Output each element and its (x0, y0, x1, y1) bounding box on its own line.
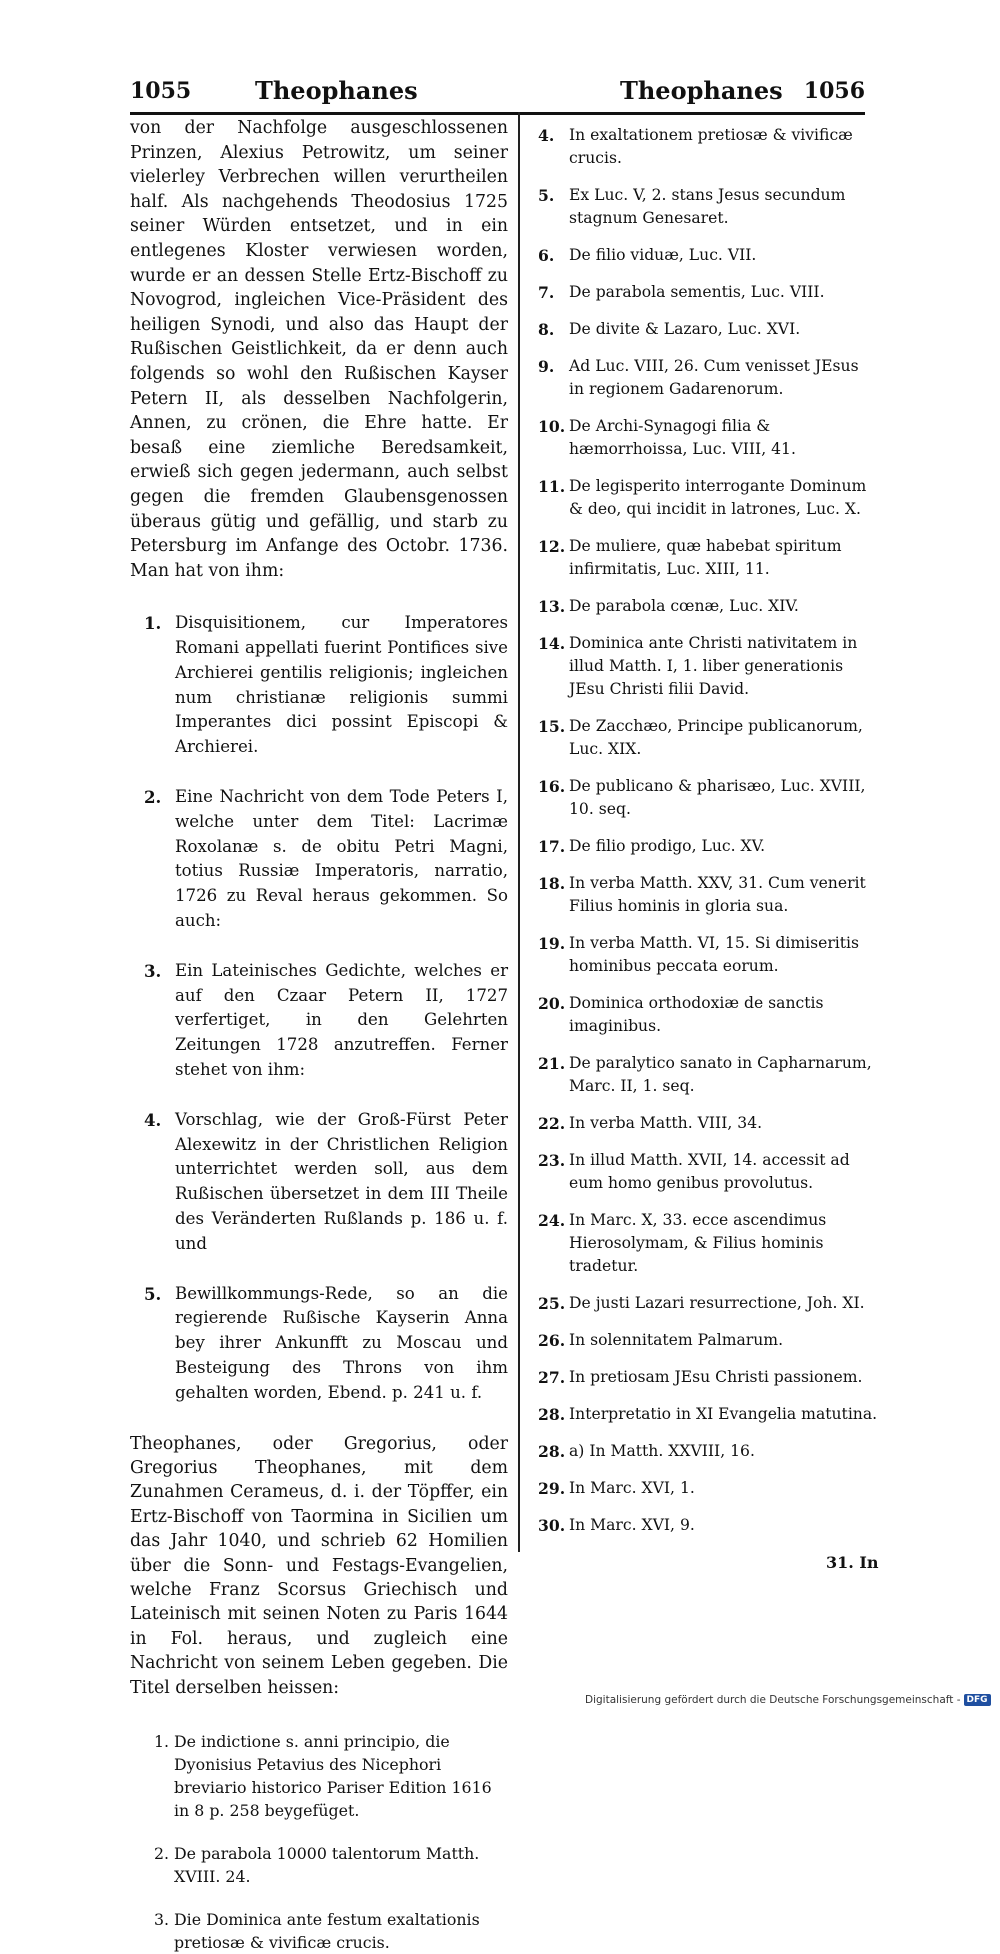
homilies-continued-list (538, 124, 878, 1537)
homily-item (538, 595, 878, 618)
homily-item (538, 244, 878, 267)
item-text: De divite & Lazaro, Luc. XVI. (569, 320, 801, 338)
homily-item (538, 475, 878, 521)
item-number: 26. (538, 1331, 566, 1350)
right-page-number: 1056 (803, 78, 865, 104)
item-number: 24. (538, 1211, 566, 1230)
homily-item (130, 1842, 508, 1888)
biography-paragraph: von der Nachfolge ausgeschlossenen Prinzen, Alexius Petrowitz, um seiner vielerley Verbrechen willen verurtheilen half. Als nachgehends Theodosius 1725 seiner Würden entsetzet, und in ein entlegenes Kloster verwiesen worden, wurde er an dessen Stelle Ertz-Bischoff zu Novogrod, ingleichen Vice-Präsident des heiligen Synodi, und also das Haupt der Rußischen Geistlichkeit, da er denn auch folgends so wohl den Rußischen Kayser Petern II, als desselben Nachfolgerin, Annen, zu crönen, die Ehre hatte. Er besaß eine ziemliche Beredsamkeit, erwieß sich gegen jedermann, auch selbst gegen die fremden Glaubensgenossen überaus gütig und gefällig, und starb zu Petersburg im Anfange des Octobr. 1736. Man hat von ihm: (130, 118, 508, 581)
homily-item (538, 124, 878, 170)
item-number: 4. (144, 1109, 162, 1130)
homily-item (538, 1329, 878, 1352)
item-number: 29. (538, 1479, 566, 1498)
homily-item (538, 992, 878, 1038)
item-number: 12. (538, 537, 566, 556)
second-entry-paragraph: Theophanes, oder Gregorius, oder Gregorius Theophanes, mit dem Zunahmen Cerameus, d. i. der Töpffer, ein Ertz-Bischoff von Taormina in Sicilien um das Jahr 1040, und schrieb 62 Homilien über die Sonn- und Festags-Evangelien, welche Franz Scorsus Griechisch und Lateinisch mit seinen Noten zu Paris 1644 in Fol. heraus, und zugleich eine Nachricht von seinem Leben gegeben. Die Titel derselben heissen: (130, 1433, 508, 1698)
item-number: 11. (538, 477, 566, 496)
homily-item (538, 415, 878, 461)
item-number: 30. (538, 1516, 566, 1535)
item-text: Dominica ante Christi nativitatem in illud Matth. I, 1. liber generationis JEsu Christi filii David. (569, 634, 858, 698)
homily-item (130, 1908, 508, 1954)
homily-item (538, 715, 878, 761)
item-text: Vorschlag, wie der Groß-Fürst Peter Alexewitz in der Christlichen Religion unterrichtet werden soll, aus dem Rußischen übersetzet in dem III Theile des Veränderten Rußlands p. 186 u. f. und (175, 1109, 508, 1253)
homily-item (538, 1477, 878, 1500)
item-text: Die Dominica ante festum exaltationis pretiosæ & vivificæ crucis. (174, 1910, 480, 1953)
works-item (130, 785, 508, 934)
item-text: In exaltationem pretiosæ & vivificæ crucis. (569, 126, 853, 167)
item-text: De paralytico sanato in Capharnarum, Marc. II, 1. seq. (569, 1054, 872, 1095)
homilies-list (130, 1730, 508, 1954)
item-number: 13. (538, 597, 566, 616)
item-number: 7. (538, 283, 555, 302)
homily-item (538, 184, 878, 230)
homily-item (538, 1292, 878, 1315)
item-text: Disquisitionem, cur Imperatores Romani appellati fuerint Pontifices sive Archierei gentilis religionis; ingleichen num christianæ religionis summi Imperantes dici possint Episcopi & Archierei. (175, 613, 508, 757)
item-number: 1. (144, 613, 162, 634)
column-divider (518, 112, 520, 1552)
item-number: 27. (538, 1368, 566, 1387)
item-text: Ein Lateinisches Gedichte, welches er auf den Czaar Petern II, 1727 verfertiget, in den Gelehrten Zeitungen 1728 anzutreffen. Ferner stehet von ihm: (175, 960, 508, 1080)
item-number: 5. (538, 186, 555, 205)
item-number: 23. (538, 1151, 566, 1170)
item-text: De Archi-Synagogi filia & hæmorrhoissa, Luc. VIII, 41. (569, 417, 796, 458)
item-text: Ex Luc. V, 2. stans Jesus secundum stagnum Genesaret. (569, 186, 846, 227)
item-text: In pretiosam JEsu Christi passionem. (569, 1368, 863, 1386)
homily-item (538, 1112, 878, 1135)
header-rule (130, 112, 865, 115)
item-text: De parabola sementis, Luc. VIII. (569, 283, 825, 301)
digitization-footer (585, 1694, 991, 1706)
item-text: De muliere, quæ habebat spiritum infirmitatis, Luc. XIII, 11. (569, 537, 842, 578)
works-item (130, 1108, 508, 1257)
item-number: 18. (538, 874, 566, 893)
item-number: 5. (144, 1283, 162, 1304)
item-text: In illud Matth. XVII, 14. accessit ad eum homo genibus provolutus. (569, 1151, 850, 1192)
item-number: 20. (538, 994, 566, 1013)
item-text: In Marc. X, 33. ecce ascendimus Hierosolymam, & Filius hominis tradetur. (569, 1211, 827, 1275)
left-running-title: Theophanes (255, 76, 418, 105)
homily-item (538, 775, 878, 821)
item-text: In verba Matth. VI, 15. Si dimiseritis hominibus peccata eorum. (569, 934, 860, 975)
homily-item (538, 835, 878, 858)
works-list (130, 611, 508, 1405)
item-text: De parabola cœnæ, Luc. XIV. (569, 597, 799, 615)
homily-item (538, 535, 878, 581)
item-number: 21. (538, 1054, 566, 1073)
item-text: In Marc. XVI, 9. (569, 1516, 695, 1534)
item-text: Bewillkommungs-Rede, so an die regierende Rußische Kayserin Anna bey ihrer Ankunfft zu Moscau und Besteigung des Throns von ihm gehalten worden, Ebend. p. 241 u. f. (175, 1283, 508, 1402)
item-number: 19. (538, 934, 566, 953)
item-text: De parabola 10000 talentorum Matth. XVIII. 24. (174, 1844, 480, 1887)
item-number: 3. (154, 1910, 170, 1930)
item-text: In verba Matth. XXV, 31. Cum venerit Filius hominis in gloria sua. (569, 874, 866, 915)
item-number: 8. (538, 320, 555, 339)
item-text: In Marc. XVI, 1. (569, 1479, 695, 1497)
item-number: 1. (154, 1732, 170, 1752)
item-text: De Zacchæo, Principe publicanorum, Luc. XIX. (569, 717, 863, 758)
homily-item (538, 1209, 878, 1278)
item-text: Eine Nachricht von dem Tode Peters I, welche unter dem Titel: Lacrimæ Roxolanæ s. de obitu Petri Magni, totius Russiæ Imperatoris, narratio, 1726 zu Reval heraus gekommen. So auch: (175, 787, 508, 931)
item-number: 25. (538, 1294, 566, 1313)
works-item (130, 611, 508, 760)
homily-item (538, 318, 878, 341)
item-number: 14. (538, 634, 566, 653)
item-text: De legisperito interrogante Dominum & deo, qui incidit in latrones, Luc. X. (569, 477, 867, 518)
item-text: De filio prodigo, Luc. XV. (569, 837, 766, 855)
item-number: 4. (538, 126, 555, 145)
homily-item (538, 1052, 878, 1098)
left-column (130, 116, 508, 1954)
homily-item (538, 1149, 878, 1195)
item-text: Dominica orthodoxiæ de sanctis imaginibus. (569, 994, 824, 1035)
item-text: Interpretatio in XI Evangelia matutina. (569, 1405, 878, 1423)
item-text: a) In Matth. XXVIII, 16. (569, 1442, 755, 1460)
running-header (130, 78, 865, 112)
right-running-title: Theophanes (620, 76, 783, 105)
homily-item (538, 1440, 878, 1463)
homily-item (538, 355, 878, 401)
works-item (130, 1282, 508, 1406)
dfg-logo-icon: DFG (964, 1694, 991, 1706)
item-number: 16. (538, 777, 566, 796)
item-number: 2. (144, 787, 162, 808)
homily-item (538, 932, 878, 978)
item-text: De justi Lazari resurrectione, Joh. XI. (569, 1294, 865, 1312)
item-text: In verba Matth. VIII, 34. (569, 1114, 763, 1132)
item-number: 3. (144, 960, 162, 981)
item-number: 15. (538, 717, 566, 736)
item-text: De publicano & pharisæo, Luc. XVIII, 10. seq. (569, 777, 866, 818)
item-text: Ad Luc. VIII, 26. Cum venisset JEsus in regionem Gadarenorum. (569, 357, 859, 398)
item-number: 28. (538, 1442, 566, 1461)
item-number: 22. (538, 1114, 566, 1133)
homily-item (130, 1730, 508, 1822)
homily-item (538, 632, 878, 701)
item-number: 9. (538, 357, 555, 376)
item-number: 2. (154, 1844, 170, 1864)
item-text: De filio viduæ, Luc. VII. (569, 246, 757, 264)
right-column (538, 124, 878, 1551)
item-text: De indictione s. anni principio, die Dyonisius Petavius des Nicephori breviario historico Pariser Edition 1616 in 8 p. 258 beygefüget. (174, 1732, 492, 1821)
item-number: 28. (538, 1405, 566, 1424)
left-page-number: 1055 (130, 78, 192, 104)
homily-item (538, 1366, 878, 1389)
item-number: 17. (538, 837, 566, 856)
homily-item (538, 1514, 878, 1537)
footer-credit: Digitalisierung gefördert durch die Deutsche Forschungsgemeinschaft - (585, 1694, 961, 1706)
item-number: 10. (538, 417, 566, 436)
homily-item (538, 281, 878, 304)
catchword: 31. In (826, 1553, 879, 1572)
homily-item (538, 1403, 878, 1426)
item-text: In solennitatem Palmarum. (569, 1331, 784, 1349)
works-item (130, 959, 508, 1083)
item-number: 6. (538, 246, 555, 265)
homily-item (538, 872, 878, 918)
